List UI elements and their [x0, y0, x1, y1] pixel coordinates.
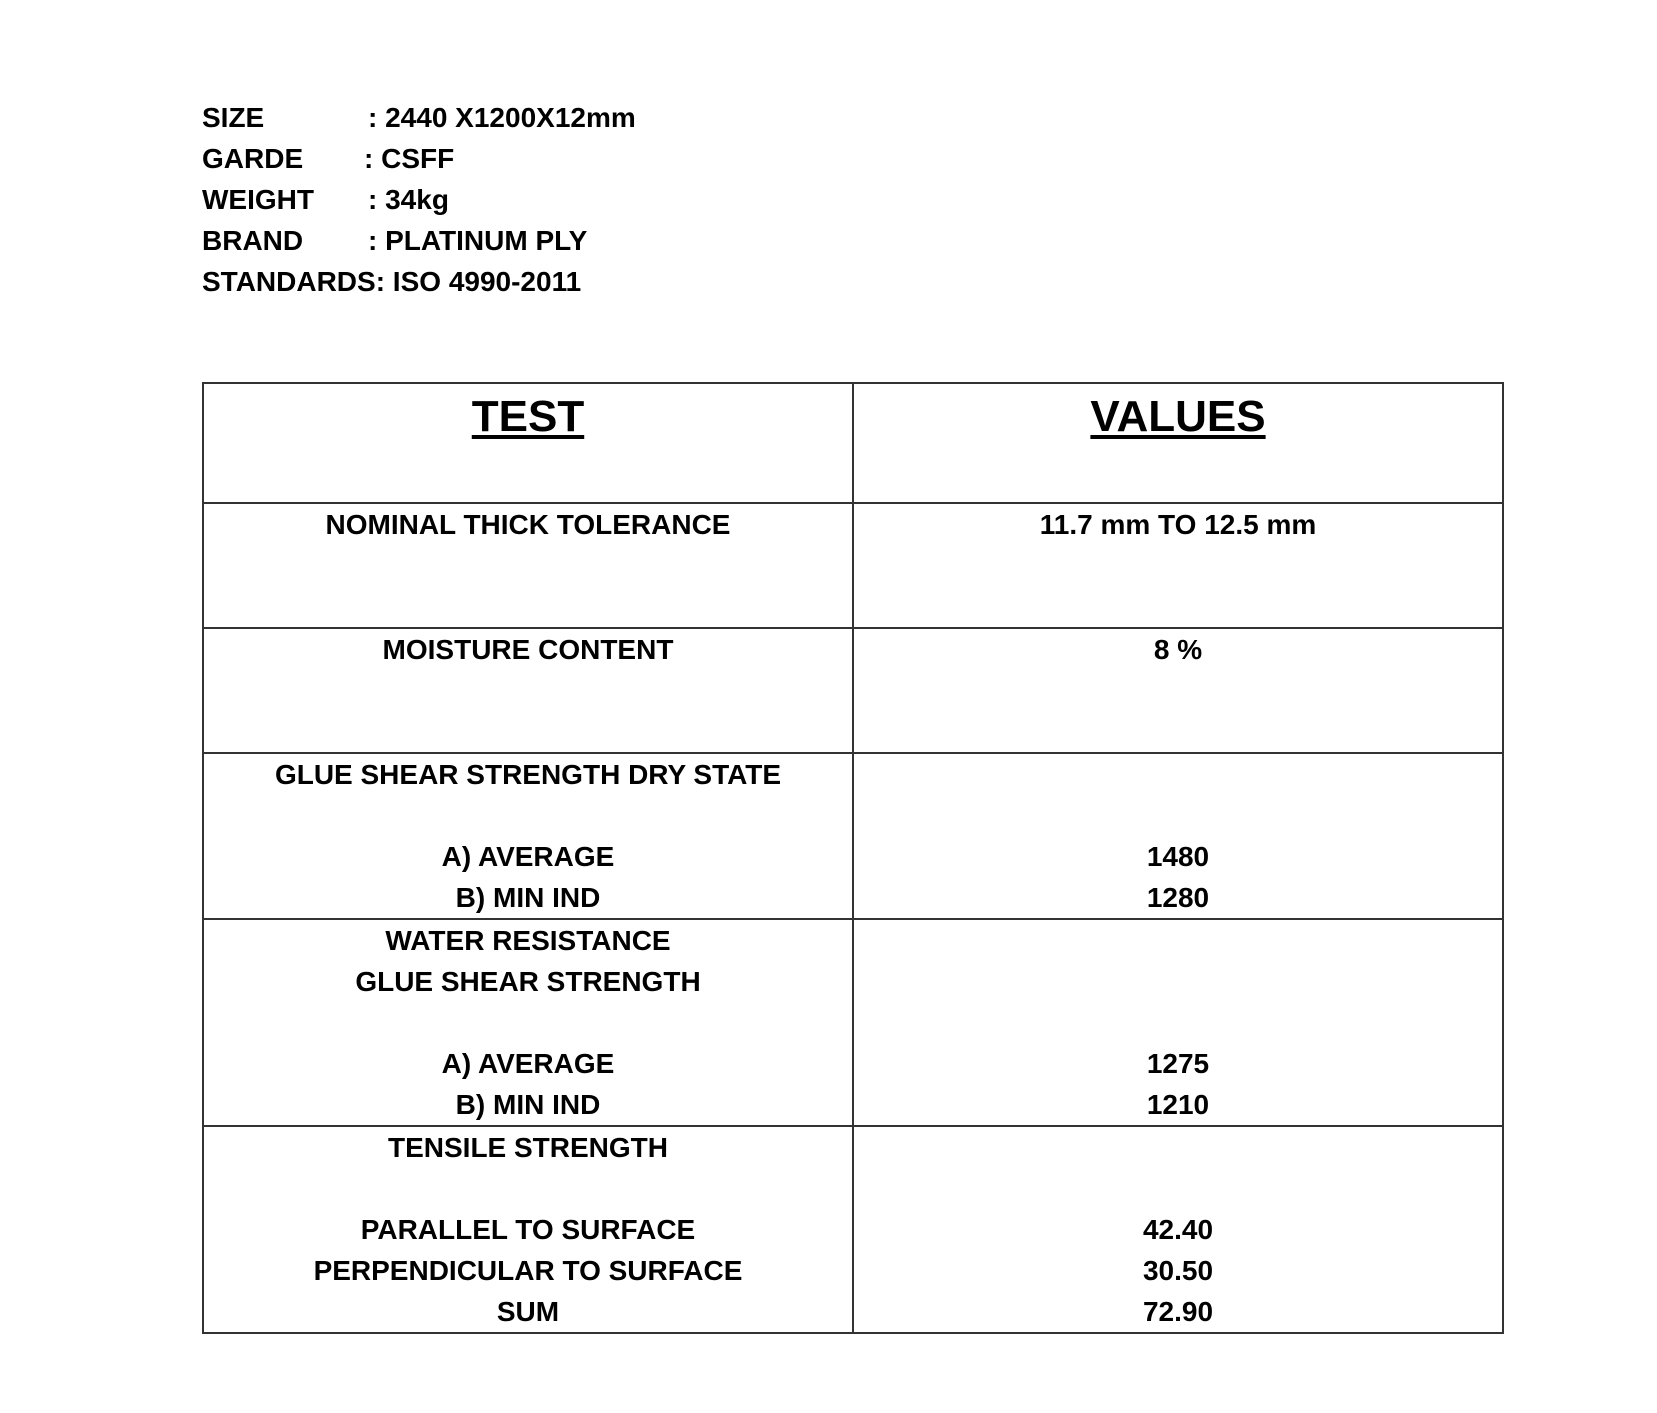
spec-label: SIZE [202, 102, 265, 133]
spec-value: : 2440 X1200X12mm [368, 102, 636, 133]
spec-value: : ISO 4990-2011 [375, 266, 582, 297]
header-values [853, 383, 1503, 503]
value-cell [853, 1126, 1503, 1333]
table-row [203, 1126, 1503, 1333]
test-label: MOISTURE CONTENT [382, 634, 674, 665]
header-test [203, 383, 853, 503]
header-values-label: VALUES [1090, 392, 1266, 441]
sub-test-value: 42.40 [1142, 1214, 1214, 1245]
value-cell [853, 753, 1503, 919]
sub-test-value: 1280 [1146, 882, 1210, 913]
spec-label: GARDE [202, 143, 304, 174]
test-value: 8 % [1153, 634, 1203, 665]
spacer [854, 961, 1502, 1002]
spec-label: WEIGHT [202, 184, 314, 215]
test-cell [203, 1126, 853, 1333]
spec-value: : PLATINUM PLY [368, 225, 588, 256]
sub-test-label: B) MIN IND [455, 1089, 601, 1120]
sub-test-label: PARALLEL TO SURFACE [360, 1214, 696, 1245]
spec-weight [202, 179, 449, 220]
spec-grade [202, 138, 454, 179]
spec-value: : CSFF [364, 143, 455, 174]
table-row [203, 628, 1503, 753]
spacer [854, 795, 1502, 836]
value-cell [853, 503, 1503, 628]
spec-label: STANDARDS [202, 266, 376, 297]
header-test-label: TEST [471, 392, 585, 441]
table-row [203, 503, 1503, 628]
sub-test-label: SUM [496, 1296, 560, 1327]
sub-test-value: 1480 [1146, 841, 1210, 872]
test-results-table [202, 382, 1504, 1334]
spacer [854, 754, 1502, 795]
test-title: WATER RESISTANCE [385, 925, 671, 956]
test-cell [203, 753, 853, 919]
sub-test-value: 1210 [1146, 1089, 1210, 1120]
test-title: GLUE SHEAR STRENGTH DRY STATE [274, 759, 782, 790]
test-value: 11.7 mm TO 12.5 mm [1039, 509, 1317, 540]
test-cell [203, 919, 853, 1126]
spacer [854, 920, 1502, 961]
sub-test-value: 30.50 [1142, 1255, 1214, 1286]
spacer [854, 1127, 1502, 1168]
test-label: NOMINAL THICK TOLERANCE [325, 509, 731, 540]
value-cell [853, 919, 1503, 1126]
test-title: TENSILE STRENGTH [387, 1132, 668, 1163]
spec-size [202, 97, 636, 138]
spacer [204, 1168, 852, 1209]
sub-test-label: A) AVERAGE [441, 841, 615, 872]
spec-label: BRAND [202, 225, 304, 256]
table-row [203, 753, 1503, 919]
spacer [204, 1002, 852, 1043]
value-cell [853, 628, 1503, 753]
spacer [854, 1168, 1502, 1209]
test-cell [203, 503, 853, 628]
spacer [204, 795, 852, 836]
table-header-row [203, 383, 1503, 503]
sub-test-label: A) AVERAGE [441, 1048, 615, 1079]
test-cell [203, 628, 853, 753]
sub-test-label: PERPENDICULAR TO SURFACE [313, 1255, 743, 1286]
table-row [203, 919, 1503, 1126]
spec-value: : 34kg [368, 184, 449, 215]
sub-test-value: 1275 [1146, 1048, 1210, 1079]
sub-test-label: B) MIN IND [455, 882, 601, 913]
sub-test-value: 72.90 [1142, 1296, 1214, 1327]
test-title: GLUE SHEAR STRENGTH [355, 966, 701, 997]
spec-brand [202, 220, 587, 261]
spec-standards [202, 261, 581, 302]
spacer [854, 1002, 1502, 1043]
